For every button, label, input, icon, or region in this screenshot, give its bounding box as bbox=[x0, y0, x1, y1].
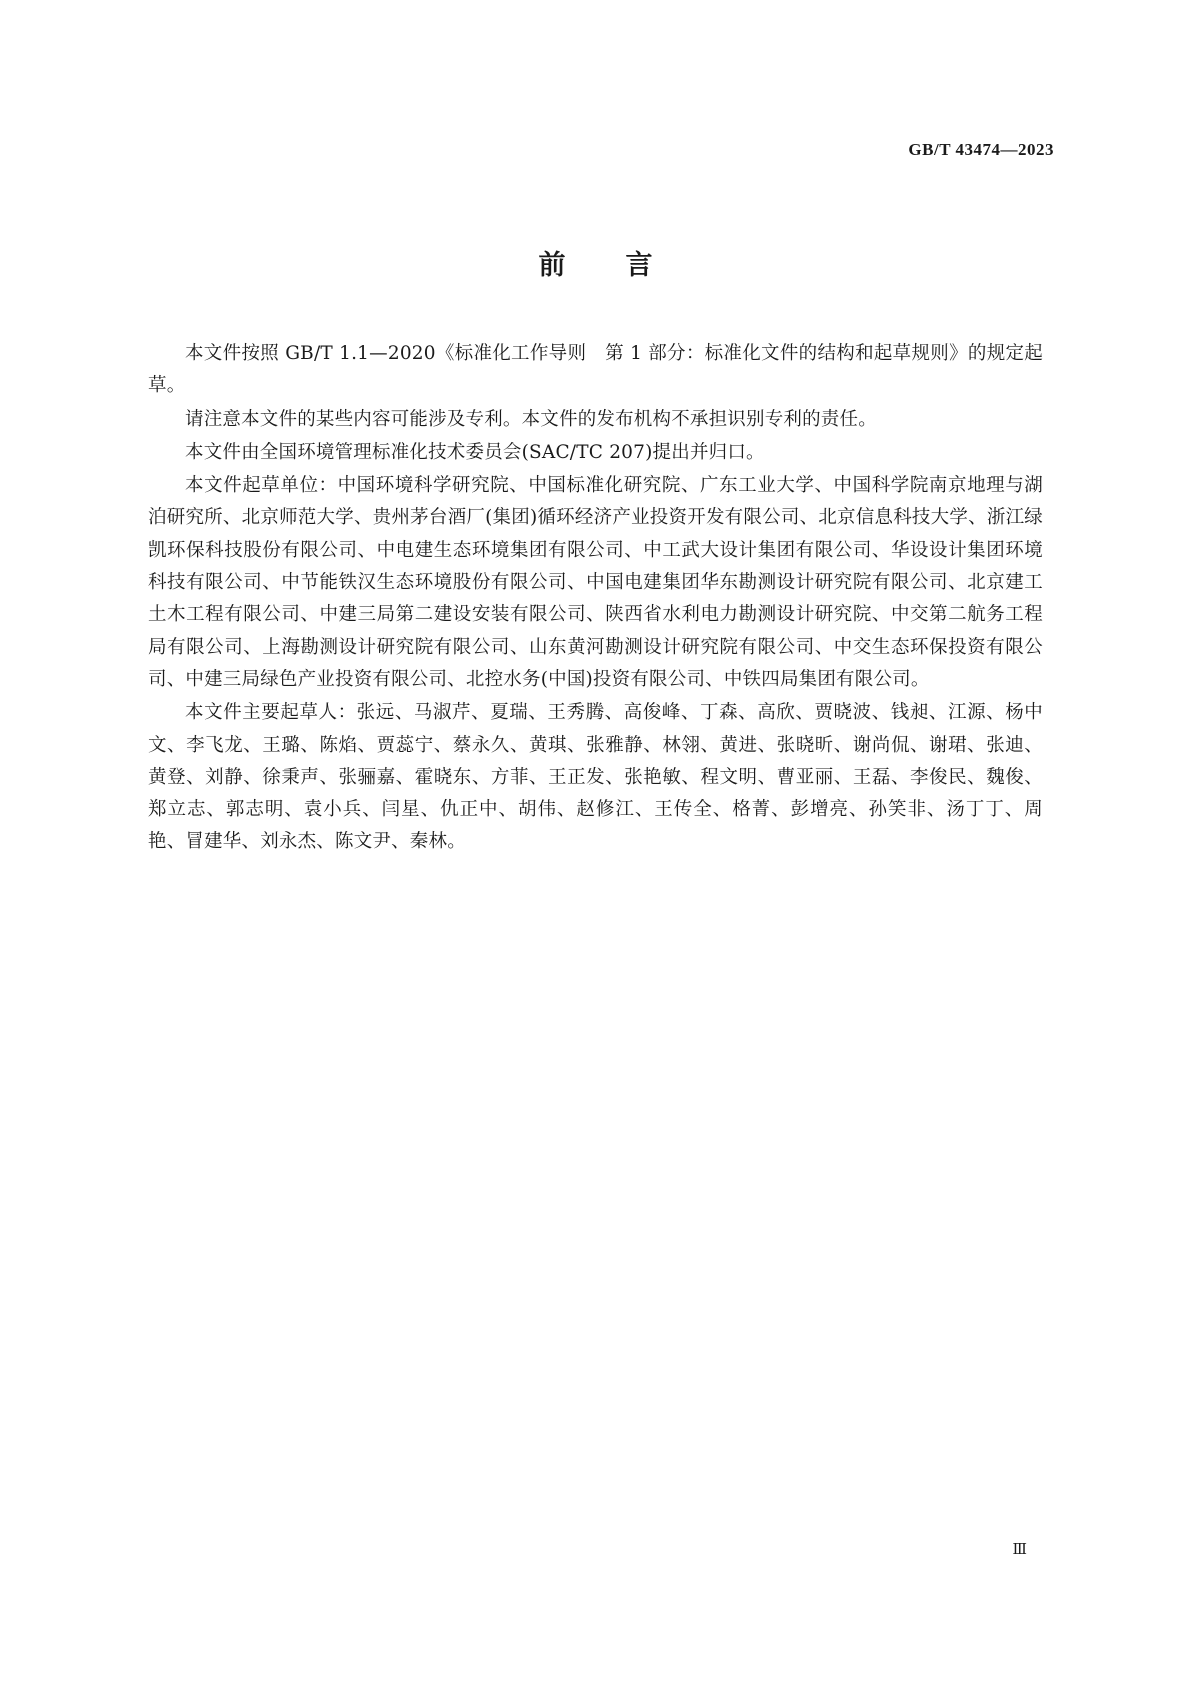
page-title: 前言 bbox=[538, 250, 713, 281]
standard-number: GB/T 43474—2023 bbox=[908, 140, 1054, 159]
paragraph-drafters: 本文件主要起草人：张远、马淑芹、夏瑞、王秀腾、高俊峰、丁森、高欣、贾晓波、钱昶、江源、杨中文、李飞龙、王璐、陈焰、贾蕊宁、蔡永久、黄琪、张雅静、林翎、黄进、张晓昕、谢尚侃、谢珺、张迪、黄登、刘静、徐秉声、张骊嘉、霍晓东、方菲、王正发、张艳敏、程文明、曹亚丽、王磊、李俊民、魏俊、郑立志、郭志明、袁小兵、闫星、仇正中、胡伟、赵修江、王传全、格菁、彭增亮、孙笑非、汤丁丁、周艳、冒建华、刘永杰、陈文尹、秦林。 bbox=[148, 702, 1043, 853]
paragraph-patent-notice: 请注意本文件的某些内容可能涉及专利。本文件的发布机构不承担识别专利的责任。 bbox=[185, 408, 877, 430]
paragraph-proposer: 本文件由全国环境管理标准化技术委员会(SAC/TC 207)提出并归口。 bbox=[185, 441, 765, 463]
paragraph-drafting-rules: 本文件按照 GB/T 1.1—2020《标准化工作导则 第 1 部分：标准化文件的结构和起草规则》的规定起草。 bbox=[148, 343, 1043, 397]
paragraph-drafting-units: 本文件起草单位：中国环境科学研究院、中国标准化研究院、广东工业大学、中国科学院南京地理与湖泊研究所、北京师范大学、贵州茅台酒厂(集团)循环经济产业投资开发有限公司、北京信息科技大学、浙江绿凯环保科技股份有限公司、中电建生态环境集团有限公司、中工武大设计集团有限公司、华设设计集团环境科技有限公司、中节能铁汉生态环境股份有限公司、中国电建集团华东勘测设计研究院有限公司、北京建工土木工程有限公司、中建三局第二建设安装有限公司、陕西省水利电力勘测设计研究院、中交第二航务工程局有限公司、上海勘测设计研究院有限公司、山东黄河勘测设计研究院有限公司、中交生态环保投资有限公司、中建三局绿色产业投资有限公司、北控水务(中国)投资有限公司、中铁四局集团有限公司。 bbox=[148, 475, 1043, 690]
page-number: Ⅲ bbox=[1012, 1542, 1027, 1558]
foreword-body bbox=[148, 338, 1043, 860]
